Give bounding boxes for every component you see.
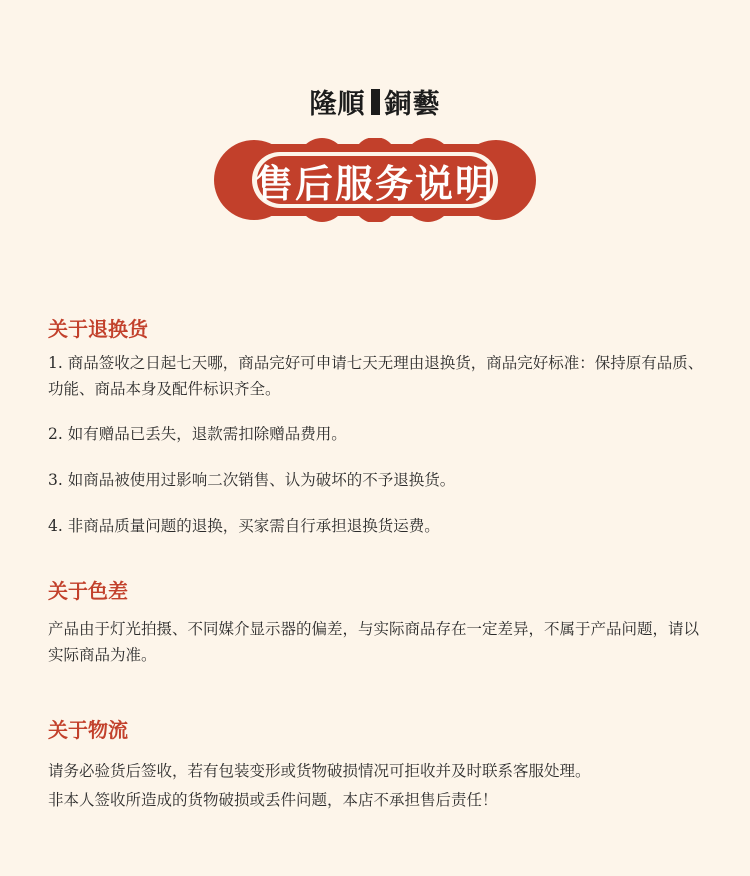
title-banner [212, 138, 538, 222]
brand-seal [371, 89, 380, 115]
section-title-color-difference: 关于色差 [48, 579, 128, 603]
brand-name-right: 銅藝 [384, 89, 441, 120]
section-title-logistics: 关于物流 [48, 718, 128, 742]
returns-item-3: 3. 如商品被使用过影响二次销售、认为破坏的不予退换货。 [48, 471, 456, 489]
returns-item-2: 2. 如有赠品已丢失，退款需扣除赠品费用。 [48, 425, 347, 443]
color-difference-text: 产品由于灯光拍摄、不同媒介显示器的偏差，与实际商品存在一定差异，不属于产品问题，请以实际商品为准。 [48, 620, 700, 664]
logistics-item-1: 请务必验货后签收，若有包装变形或货物破损情况可拒收并及时联系客服处理。 [48, 762, 591, 780]
brand-logo [0, 82, 750, 121]
returns-item-1: 1. 商品签收之日起七天哪，商品完好可申请七天无理由退换货，商品完好标准：保持原有品质、功能、商品本身及配件标识齐全。 [48, 354, 704, 398]
section-title-returns: 关于退换货 [48, 317, 148, 341]
returns-item-4: 4. 非商品质量问题的退换，买家需自行承担退换货运费。 [48, 517, 440, 535]
logistics-item-2: 非本人签收所造成的货物破损或丢件问题，本店不承担售后责任！ [48, 791, 498, 809]
brand-name-left: 隆順 [309, 89, 366, 120]
banner-title: 售后服务说明 [254, 161, 495, 206]
